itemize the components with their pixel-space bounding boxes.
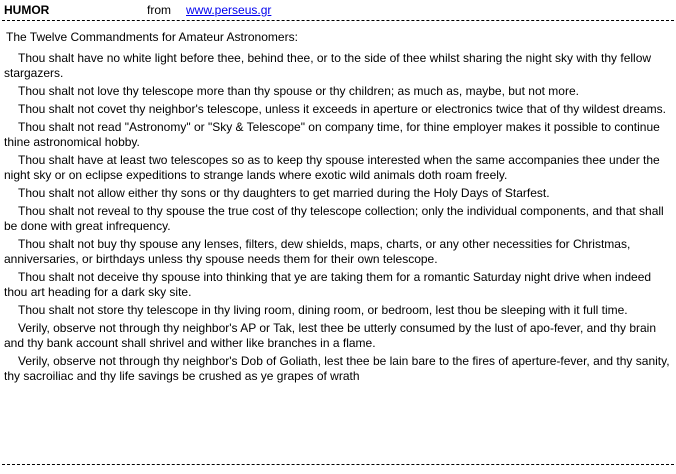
commandment-12: Verily, observe not through thy neighbor's Dob of Goliath, lest thee be lain bare to the fires of aperture-fever, and thy sanity, thy sacroiliac and thy life savings be crushed as ye grapes of wrath xyxy=(4,354,670,383)
article-body xyxy=(4,30,672,387)
commandment-7: Thou shalt not reveal to thy spouse the true cost of thy telescope collection; only the individual components, and that shall be done with great infrequency. xyxy=(4,204,664,233)
bottom-divider xyxy=(2,464,674,465)
commandment-9: Thou shalt not deceive thy spouse into thinking that ye are taking them for a romantic Saturday night drive when indeed thou art heading for a dark sky site. xyxy=(4,270,652,299)
commandment-10: Thou shalt not store thy telescope in thy living room, dining room, or bedroom, lest thou be sleeping with it full time. xyxy=(18,303,628,317)
commandment-5: Thou shalt have at least two telescopes so as to keep thy spouse interested when the same accompanies thee under the night sky or on eclipse expeditions to strange lands where exotic wild animals doth roam freely. xyxy=(4,153,660,182)
commandment-2: Thou shalt not love thy telescope more than thy spouse or thy children; as much as, maybe, but not more. xyxy=(18,84,579,98)
commandment-6: Thou shalt not allow either thy sons or thy daughters to get married during the Holy Days of Starfest. xyxy=(18,186,550,200)
article-intro: The Twelve Commandments for Amateur Astronomers: xyxy=(6,30,298,44)
commandment-11: Verily, observe not through thy neighbor's AP or Tak, lest thee be utterly consumed by the lust of apo-fever, and thy brain and thy bank account shall shrivel and wither like branches in a flame. xyxy=(4,321,657,350)
commandment-4: Thou shalt not read "Astronomy" or "Sky & Telescope" on company time, for thine employer makes it possible to continue thine astronomical hobby. xyxy=(4,120,660,149)
source-label: from xyxy=(147,3,171,17)
source-link[interactable]: www.perseus.gr xyxy=(186,3,272,17)
commandment-8: Thou shalt not buy thy spouse any lenses, filters, dew shields, maps, charts, or any other necessities for Christmas, anniversaries, or birthdays unless thy spouse needs them for their own telescope. xyxy=(4,237,631,266)
commandment-3: Thou shalt not covet thy neighbor's telescope, unless it exceeds in aperture or electronics twice that of thy wildest dreams. xyxy=(18,102,666,116)
page-header xyxy=(2,1,674,19)
commandment-1: Thou shalt have no white light before thee, behind thee, or to the side of thee whilst sharing the night sky with thy fellow stargazers. xyxy=(4,51,652,80)
top-divider xyxy=(2,20,674,21)
section-title: HUMOR xyxy=(4,3,50,17)
